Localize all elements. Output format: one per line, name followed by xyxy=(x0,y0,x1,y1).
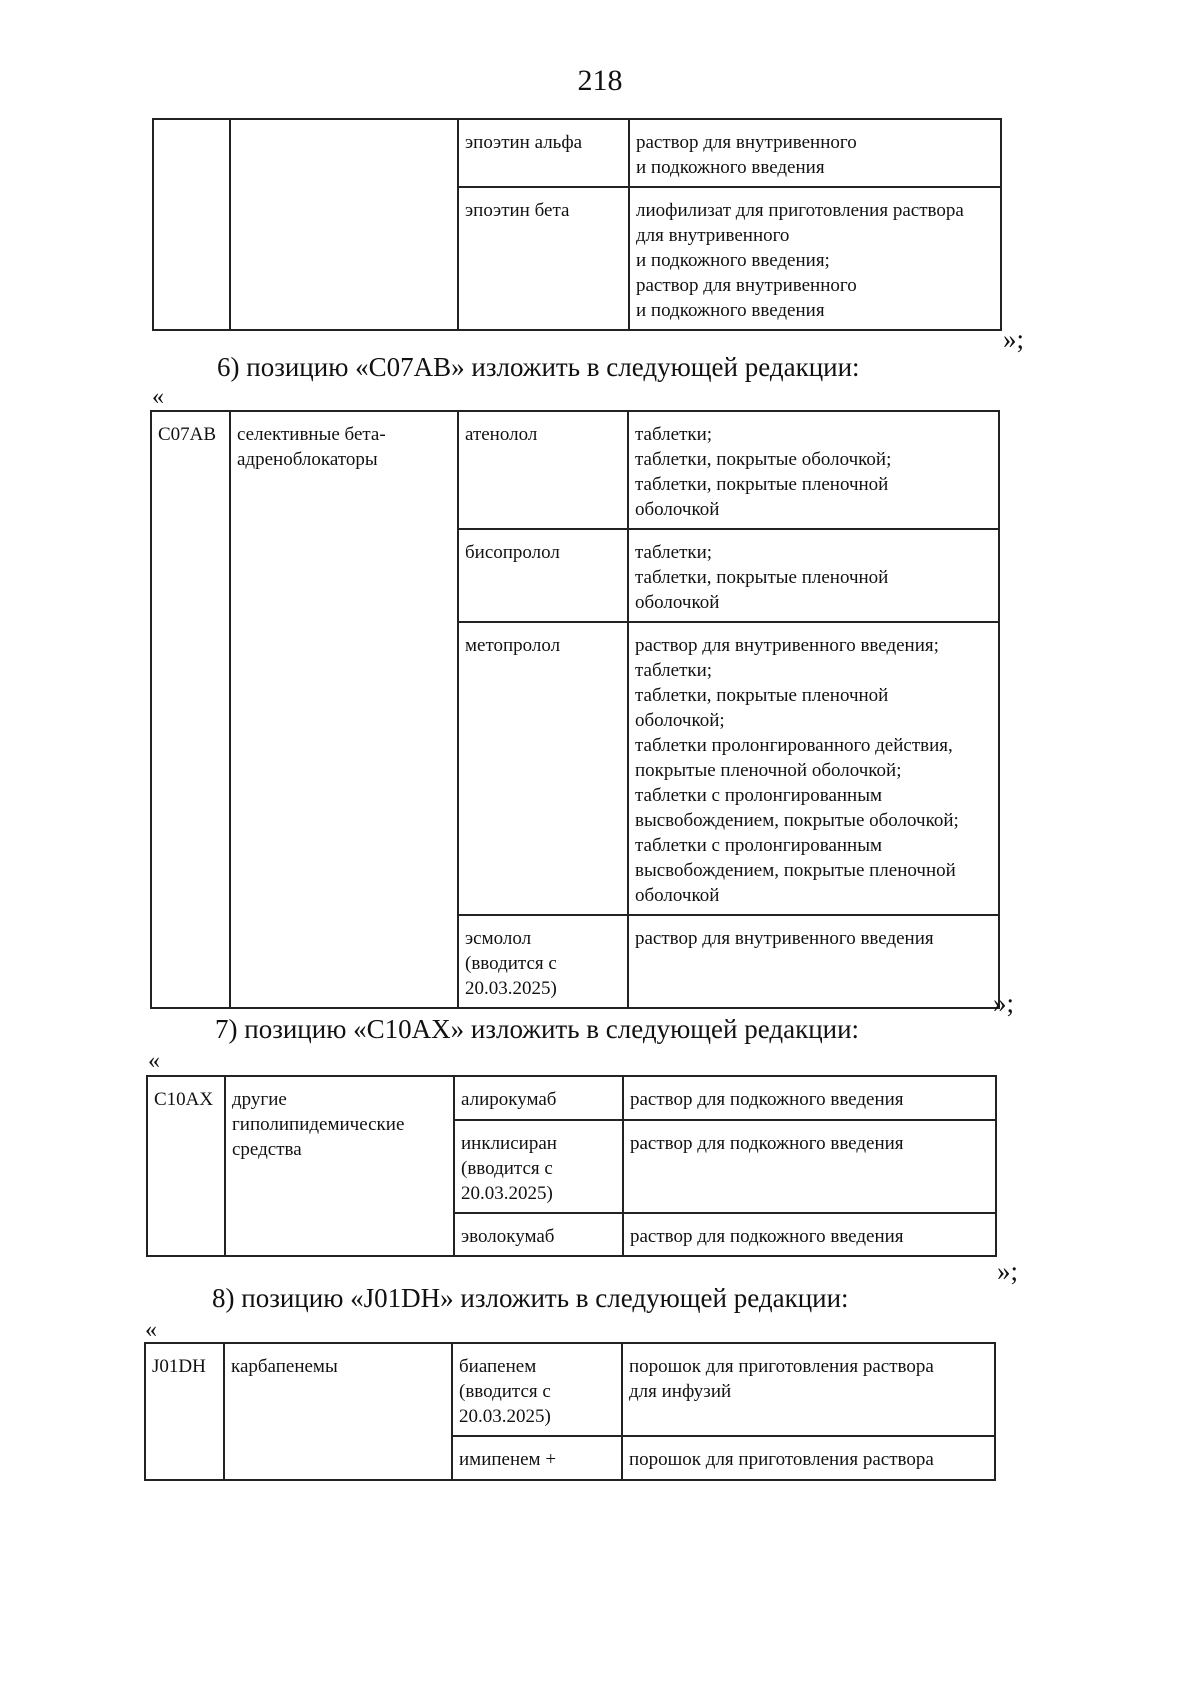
code-cell: J01DH xyxy=(145,1343,224,1480)
page-number: 218 xyxy=(577,64,623,97)
table-c10ax xyxy=(146,1075,997,1257)
dosage-form-cell: порошок для приготовления раствора xyxy=(622,1436,995,1480)
group-cell xyxy=(230,119,458,330)
drug-name-cell: алирокумаб xyxy=(454,1076,623,1120)
drug-name-cell: биапенем (вводится с 20.03.2025) xyxy=(452,1343,622,1436)
drug-name-cell: эпоэтин альфа xyxy=(458,119,629,187)
drug-name-cell: эсмолол (вводится с 20.03.2025) xyxy=(458,915,628,1008)
section-heading: 7) позицию «C10AX» изложить в следующей редакции: xyxy=(215,1014,860,1044)
drug-name-cell: эпоэтин бета xyxy=(458,187,629,330)
group-cell: селективные бета- адреноблокаторы xyxy=(230,411,458,1008)
dosage-form-cell: раствор для подкожного введения xyxy=(623,1076,996,1120)
drug-name-cell: эволокумаб xyxy=(454,1213,623,1256)
opening-quote: « xyxy=(152,384,164,410)
group-cell: другие гиполипидемические средства xyxy=(225,1076,454,1256)
closing-quote: »; xyxy=(1003,324,1025,354)
table-j01dh xyxy=(144,1342,996,1481)
dosage-form-cell: раствор для внутривенного и подкожного введения xyxy=(629,119,1001,187)
drug-name-cell: метопролол xyxy=(458,622,628,915)
table-row xyxy=(147,1076,996,1120)
dosage-form-cell: порошок для приготовления раствора для инфузий xyxy=(622,1343,995,1436)
dosage-form-cell: раствор для подкожного введения xyxy=(623,1213,996,1256)
drug-name-cell: имипенем + xyxy=(452,1436,622,1480)
dosage-form-cell: раствор для подкожного введения xyxy=(623,1120,996,1213)
code-cell xyxy=(153,119,230,330)
code-cell: C10AX xyxy=(147,1076,225,1256)
dosage-form-cell: таблетки; таблетки, покрытые оболочкой; таблетки, покрытые пленочной оболочкой xyxy=(628,411,999,529)
table-c07ab xyxy=(150,410,1000,1009)
table-row xyxy=(153,119,1001,187)
drug-name-cell: атенолол xyxy=(458,411,628,529)
dosage-form-cell: таблетки; таблетки, покрытые пленочной оболочкой xyxy=(628,529,999,622)
closing-quote: »; xyxy=(997,1256,1019,1286)
opening-quote: « xyxy=(145,1317,157,1343)
dosage-form-cell: раствор для внутривенного введения; таблетки; таблетки, покрытые пленочной оболочкой; таблетки пролонгированного действия, покрытые пленочной оболочкой; таблетки с пролонгированным высвобождением, покрытые оболочкой; таблетки с пролонгированным высвобождением, покрытые пленочной оболочкой xyxy=(628,622,999,915)
code-cell: C07AB xyxy=(151,411,230,1008)
table-row xyxy=(151,411,999,529)
section-heading: 8) позицию «J01DH» изложить в следующей редакции: xyxy=(212,1283,849,1313)
drug-name-cell: бисопролол xyxy=(458,529,628,622)
group-cell: карбапенемы xyxy=(224,1343,452,1480)
section-heading: 6) позицию «C07AB» изложить в следующей редакции: xyxy=(217,352,860,382)
table-continuation xyxy=(152,118,1002,331)
closing-quote: »; xyxy=(993,988,1015,1018)
drug-name-cell: инклисиран (вводится с 20.03.2025) xyxy=(454,1120,623,1213)
dosage-form-cell: лиофилизат для приготовления раствора для внутривенного и подкожного введения; раствор для внутривенного и подкожного введения xyxy=(629,187,1001,330)
opening-quote: « xyxy=(148,1048,160,1074)
dosage-form-cell: раствор для внутривенного введения xyxy=(628,915,999,1008)
table-row xyxy=(145,1343,995,1436)
